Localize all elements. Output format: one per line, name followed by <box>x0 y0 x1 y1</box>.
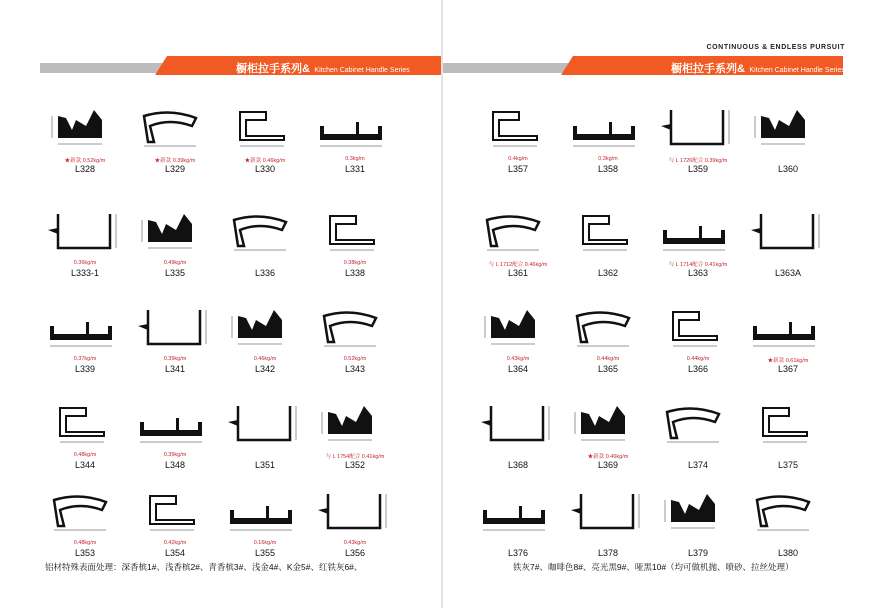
profile-code: L358 <box>597 164 619 174</box>
profile-item-l348 <box>130 392 220 480</box>
section-title-en: Kitchen Cabinet Handle Series <box>749 67 845 74</box>
profile-code: L343 <box>344 364 366 374</box>
profile-drawing <box>743 96 833 154</box>
profile-item-l343 <box>310 296 400 384</box>
profile-drawing <box>220 480 310 538</box>
profile-code: L355 <box>254 548 276 558</box>
profile-drawing <box>473 296 563 354</box>
surface-treatment-note-right: 铁灰7#、咖啡色8#、亮光黑9#、哑黑10#（均可做机抛、喷砂、拉丝处理） <box>513 562 794 572</box>
profile-code: L369 <box>597 460 619 470</box>
profile-drawing <box>130 296 220 354</box>
profile-weight: 0.44kg/m <box>596 356 620 362</box>
profile-item-l357 <box>473 96 563 184</box>
profile-drawing <box>653 200 743 258</box>
banner-gray-band <box>443 63 573 73</box>
profile-drawing <box>310 392 400 450</box>
profile-code: L362 <box>597 268 619 278</box>
profile-item-l333-1 <box>40 200 130 288</box>
profile-item-l379 <box>653 480 743 568</box>
profile-item-l329 <box>130 96 220 184</box>
profile-drawing <box>563 296 653 354</box>
profile-code: L363 <box>687 268 709 278</box>
profile-drawing <box>310 96 400 154</box>
profile-weight: 0.46kg/m <box>253 356 277 362</box>
profile-weight: 0.39kg/m <box>163 452 187 458</box>
profile-item-l328 <box>40 96 130 184</box>
profile-drawing <box>220 200 310 258</box>
section-title-right <box>671 59 845 77</box>
profile-code: L331 <box>344 164 366 174</box>
profile-item-l356 <box>310 480 400 568</box>
profile-item-l354 <box>130 480 220 568</box>
profile-item-l380 <box>743 480 833 568</box>
header-banner-right <box>443 56 885 75</box>
profile-item-l341 <box>130 296 220 384</box>
profile-code: L357 <box>507 164 529 174</box>
banner-gray-band <box>40 63 170 73</box>
profile-item-l378 <box>563 480 653 568</box>
profile-drawing <box>40 296 130 354</box>
profile-drawing <box>563 392 653 450</box>
profile-item-l339 <box>40 296 130 384</box>
profile-drawing <box>743 392 833 450</box>
profile-code: L366 <box>687 364 709 374</box>
profile-code: L363A <box>774 268 802 278</box>
profile-weight: 0.38kg/m <box>343 260 367 266</box>
surface-treatment-note-left: 铝材特殊表面处理：深香槟1#、浅香槟2#、青香槟3#、浅金4#、K金5#、红铁灰6#、 <box>45 562 363 572</box>
profile-item-l361 <box>473 200 563 288</box>
section-title-en: Kitchen Cabinet Handle Series <box>314 67 410 74</box>
profile-drawing <box>473 200 563 258</box>
profile-weight: ★新款 0.61kg/m <box>767 358 809 364</box>
profile-drawing <box>130 96 220 154</box>
profile-drawing <box>743 200 833 258</box>
profile-item-l335 <box>130 200 220 288</box>
profile-code: L336 <box>254 268 276 278</box>
profile-drawing <box>220 96 310 154</box>
profile-weight: 0.16kg/m <box>253 540 277 546</box>
profile-code: L354 <box>164 548 186 558</box>
catalog-page-right <box>443 0 885 608</box>
profile-code: L380 <box>777 548 799 558</box>
profile-code: L342 <box>254 364 276 374</box>
profile-drawing <box>563 480 653 538</box>
profile-item-l363 <box>653 200 743 288</box>
profile-code: L353 <box>74 548 96 558</box>
profile-item-l344 <box>40 392 130 480</box>
profile-weight: 0.43kg/m <box>506 356 530 362</box>
profile-item-l363a <box>743 200 833 288</box>
profile-code: L378 <box>597 548 619 558</box>
profile-item-l342 <box>220 296 310 384</box>
profile-drawing <box>40 96 130 154</box>
profile-code: L359 <box>687 164 709 174</box>
profile-code: L341 <box>164 364 186 374</box>
profile-item-l366 <box>653 296 743 384</box>
profile-code: L328 <box>74 164 96 174</box>
profile-item-l331 <box>310 96 400 184</box>
profile-code: L374 <box>687 460 709 470</box>
profile-item-l355 <box>220 480 310 568</box>
profile-item-l352 <box>310 392 400 480</box>
catalog-page-left <box>0 0 442 608</box>
profile-code: L367 <box>777 364 799 374</box>
profile-item-l368 <box>473 392 563 480</box>
profile-drawing <box>563 96 653 154</box>
profile-drawing <box>743 480 833 538</box>
profile-code: L335 <box>164 268 186 278</box>
profile-code: L348 <box>164 460 186 470</box>
header-banner-left <box>0 56 442 75</box>
profile-code: L333-1 <box>70 268 100 278</box>
profile-item-l360 <box>743 96 833 184</box>
profile-code: L330 <box>254 164 276 174</box>
profile-item-l365 <box>563 296 653 384</box>
profile-drawing <box>310 200 400 258</box>
profile-drawing <box>220 392 310 450</box>
profile-weight: 与 L 1754配合 0.41kg/m <box>325 454 385 460</box>
profile-weight: ★新款 0.46kg/m <box>244 158 286 164</box>
profile-drawing <box>130 392 220 450</box>
profile-drawing <box>653 96 743 154</box>
profile-drawing <box>473 392 563 450</box>
profile-drawing <box>310 296 400 354</box>
profile-code: L368 <box>507 460 529 470</box>
profile-weight: 0.39kg/m <box>163 356 187 362</box>
profile-item-l338 <box>310 200 400 288</box>
profile-weight: 与 L 1726配合 0.39kg/m <box>668 158 728 164</box>
profile-drawing <box>653 480 743 538</box>
profile-weight: ★新款 0.39kg/m <box>154 158 196 164</box>
profile-drawing <box>310 480 400 538</box>
profile-code: L344 <box>74 460 96 470</box>
profile-code: L339 <box>74 364 96 374</box>
profile-weight: 0.49kg/m <box>163 260 187 266</box>
brand-tagline: CONTINUOUS & ENDLESS PURSUIT <box>706 44 845 51</box>
profile-code: L329 <box>164 164 186 174</box>
profile-weight: 0.3kg/m <box>598 156 618 162</box>
profile-drawing <box>130 480 220 538</box>
profile-drawing <box>743 296 833 354</box>
profile-weight: 与 L 1712配合 0.46kg/m <box>488 262 548 268</box>
profile-code: L356 <box>344 548 366 558</box>
profile-item-l367 <box>743 296 833 384</box>
profile-drawing <box>130 200 220 258</box>
profile-item-l375 <box>743 392 833 480</box>
profile-item-l359 <box>653 96 743 184</box>
profile-weight: 0.3kg/m <box>345 156 365 162</box>
profile-code: L365 <box>597 364 619 374</box>
profile-weight: 0.4kg/m <box>508 156 528 162</box>
profile-weight: ★新款 0.52kg/m <box>64 158 106 164</box>
profile-item-l376 <box>473 480 563 568</box>
profile-weight: 0.36kg/m <box>73 260 97 266</box>
profile-drawing <box>473 480 563 538</box>
profile-weight: 0.48kg/m <box>73 452 97 458</box>
profile-code: L375 <box>777 460 799 470</box>
profile-weight: 0.44kg/m <box>686 356 710 362</box>
profile-code: L351 <box>254 460 276 470</box>
profile-drawing <box>563 200 653 258</box>
profile-item-l336 <box>220 200 310 288</box>
profile-drawing <box>40 200 130 258</box>
profile-code: L364 <box>507 364 529 374</box>
profile-code: L338 <box>344 268 366 278</box>
profile-item-l358 <box>563 96 653 184</box>
profile-weight: 0.52kg/m <box>343 356 367 362</box>
profile-code: L379 <box>687 548 709 558</box>
profile-weight: 0.42kg/m <box>163 540 187 546</box>
profile-item-l351 <box>220 392 310 480</box>
profile-weight: 0.48kg/m <box>73 540 97 546</box>
profile-code: L352 <box>344 460 366 470</box>
profile-item-l330 <box>220 96 310 184</box>
section-title-cn: 橱柜拉手系列& <box>236 63 310 75</box>
profile-weight: 0.43kg/m <box>343 540 367 546</box>
profile-item-l353 <box>40 480 130 568</box>
profile-drawing <box>40 392 130 450</box>
profile-weight: ★新款 0.46kg/m <box>587 454 629 460</box>
profile-item-l362 <box>563 200 653 288</box>
profile-weight: 与 L 1714配合 0.41kg/m <box>668 262 728 268</box>
profile-item-l364 <box>473 296 563 384</box>
profile-drawing <box>473 96 563 154</box>
profile-item-l369 <box>563 392 653 480</box>
profile-code: L376 <box>507 548 529 558</box>
profile-drawing <box>653 392 743 450</box>
section-title-left <box>236 59 410 77</box>
profile-code: L361 <box>507 268 529 278</box>
section-title-cn: 橱柜拉手系列& <box>671 63 745 75</box>
profile-code: L360 <box>777 164 799 174</box>
profile-item-l374 <box>653 392 743 480</box>
profile-drawing <box>40 480 130 538</box>
profile-drawing <box>220 296 310 354</box>
profile-weight: 0.37kg/m <box>73 356 97 362</box>
profile-drawing <box>653 296 743 354</box>
